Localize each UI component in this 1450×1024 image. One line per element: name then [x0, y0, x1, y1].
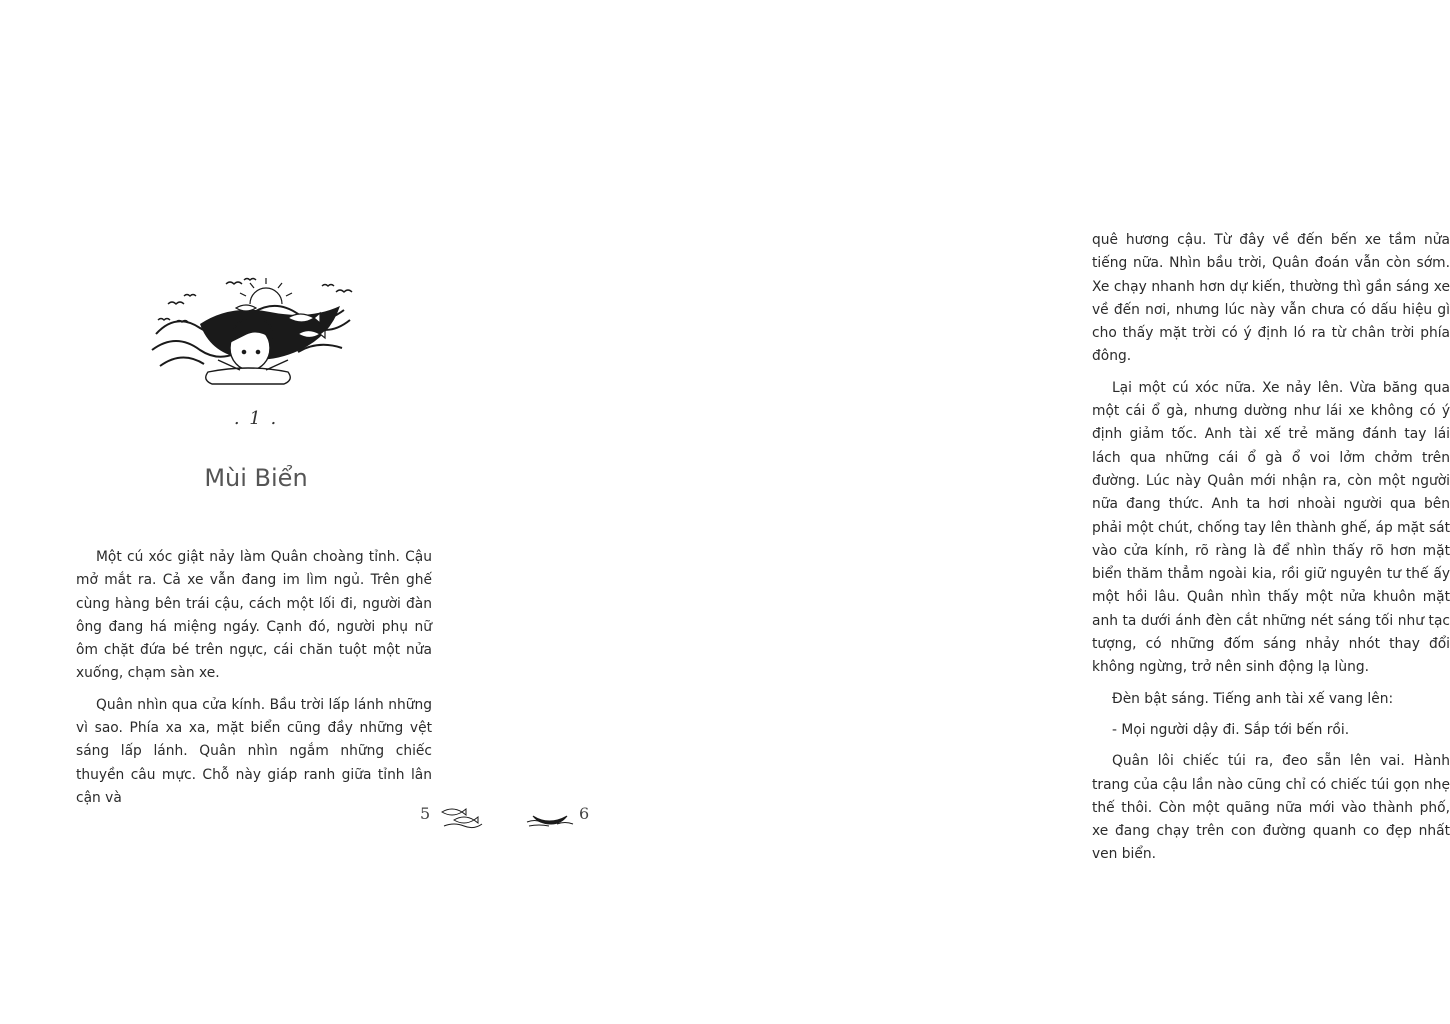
- page-number: 6: [579, 804, 590, 823]
- page-number: 5: [420, 804, 431, 823]
- boy-sea-illustration: [148, 278, 358, 386]
- paragraph: - Mọi người dậy đi. Sắp tới bến rồi.: [1112, 721, 1350, 738]
- chapter-title: Mùi Biển: [204, 464, 308, 493]
- paragraph: Quân nhìn qua cửa kính. Bầu trời lấp lánh những vì sao. Phía xa xa, mặt biển cũng đầy những vệt sáng lấp lánh. Quân nhìn ngắm những chiếc thuyền câu mực. Chỗ này giáp ranh giữa tỉnh lân cận và: [76, 696, 432, 806]
- paragraph: Một cú xóc giật nảy làm Quân choàng tỉnh. Cậu mở mắt ra. Cả xe vẫn đang im lìm ngủ. Trên ghế cùng hàng bên trái cậu, cách một lối đi, người đàn ông đang há miệng ngáy. Cạnh đó, người phụ nữ ôm chặt đứa bé trên ngực, cái chăn tuột một nửa xuống, chạm sàn xe.: [76, 549, 432, 682]
- left-page-body: [76, 546, 432, 818]
- right-page: [512, 0, 1450, 1024]
- left-page: [0, 0, 512, 1024]
- paragraph: Quân lôi chiếc túi ra, đeo sẵn lên vai. Hành trang của cậu lần nào cũng chỉ có chiếc túi gọn nhẹ thế thôi. Còn một quãng nữa mới vào thành phố, xe đang chạy trên con đường quanh co đẹp nhất ven biển.: [1092, 753, 1450, 863]
- paragraph: quê hương cậu. Từ đây về đến bến xe tầm nửa tiếng nữa. Nhìn bầu trời, Quân đoán vẫn còn sớm. Xe chạy nhanh hơn dự kiến, thường thì gần sáng xe về đến nơi, nhưng lúc này vẫn chưa có dấu hiệu gì cho thấy mặt trời có ý định ló ra từ chân trời phía đông.: [1092, 232, 1450, 365]
- paragraph: Lại một cú xóc nữa. Xe nảy lên. Vừa băng qua một cái ổ gà, nhưng dường như lái xe không có ý định giảm tốc. Anh tài xế trẻ măng đánh tay lái lách qua những cái ổ gà ổ voi lởm chởm trên đường. Lúc này Quân mới nhận ra, còn một người nữa đang thức. Anh ta hơi nhoài người qua bên phải một chút, chống tay lên thành ghế, áp mặt sát vào cửa kính, rõ ràng là để nhìn thấy rõ hơn mặt biển thăm thẳm ngoài kia, rồi giữ nguyên tư thế ấy một hồi lâu. Quân nhìn thấy một nửa khuôn mặt anh ta dưới ánh đèn cắt những nét sáng tối như tạc tượng, có những đốm sáng nhảy nhót thay đổi không ngừng, trở nên sinh động lạ lùng.: [1092, 379, 1450, 676]
- boat-ornament-icon: [527, 806, 573, 828]
- chapter-number: . 1 .: [233, 408, 279, 429]
- right-page-body: [1092, 229, 1450, 875]
- paragraph: Đèn bật sáng. Tiếng anh tài xế vang lên:: [1112, 690, 1394, 707]
- fish-ornament-icon: [440, 806, 484, 828]
